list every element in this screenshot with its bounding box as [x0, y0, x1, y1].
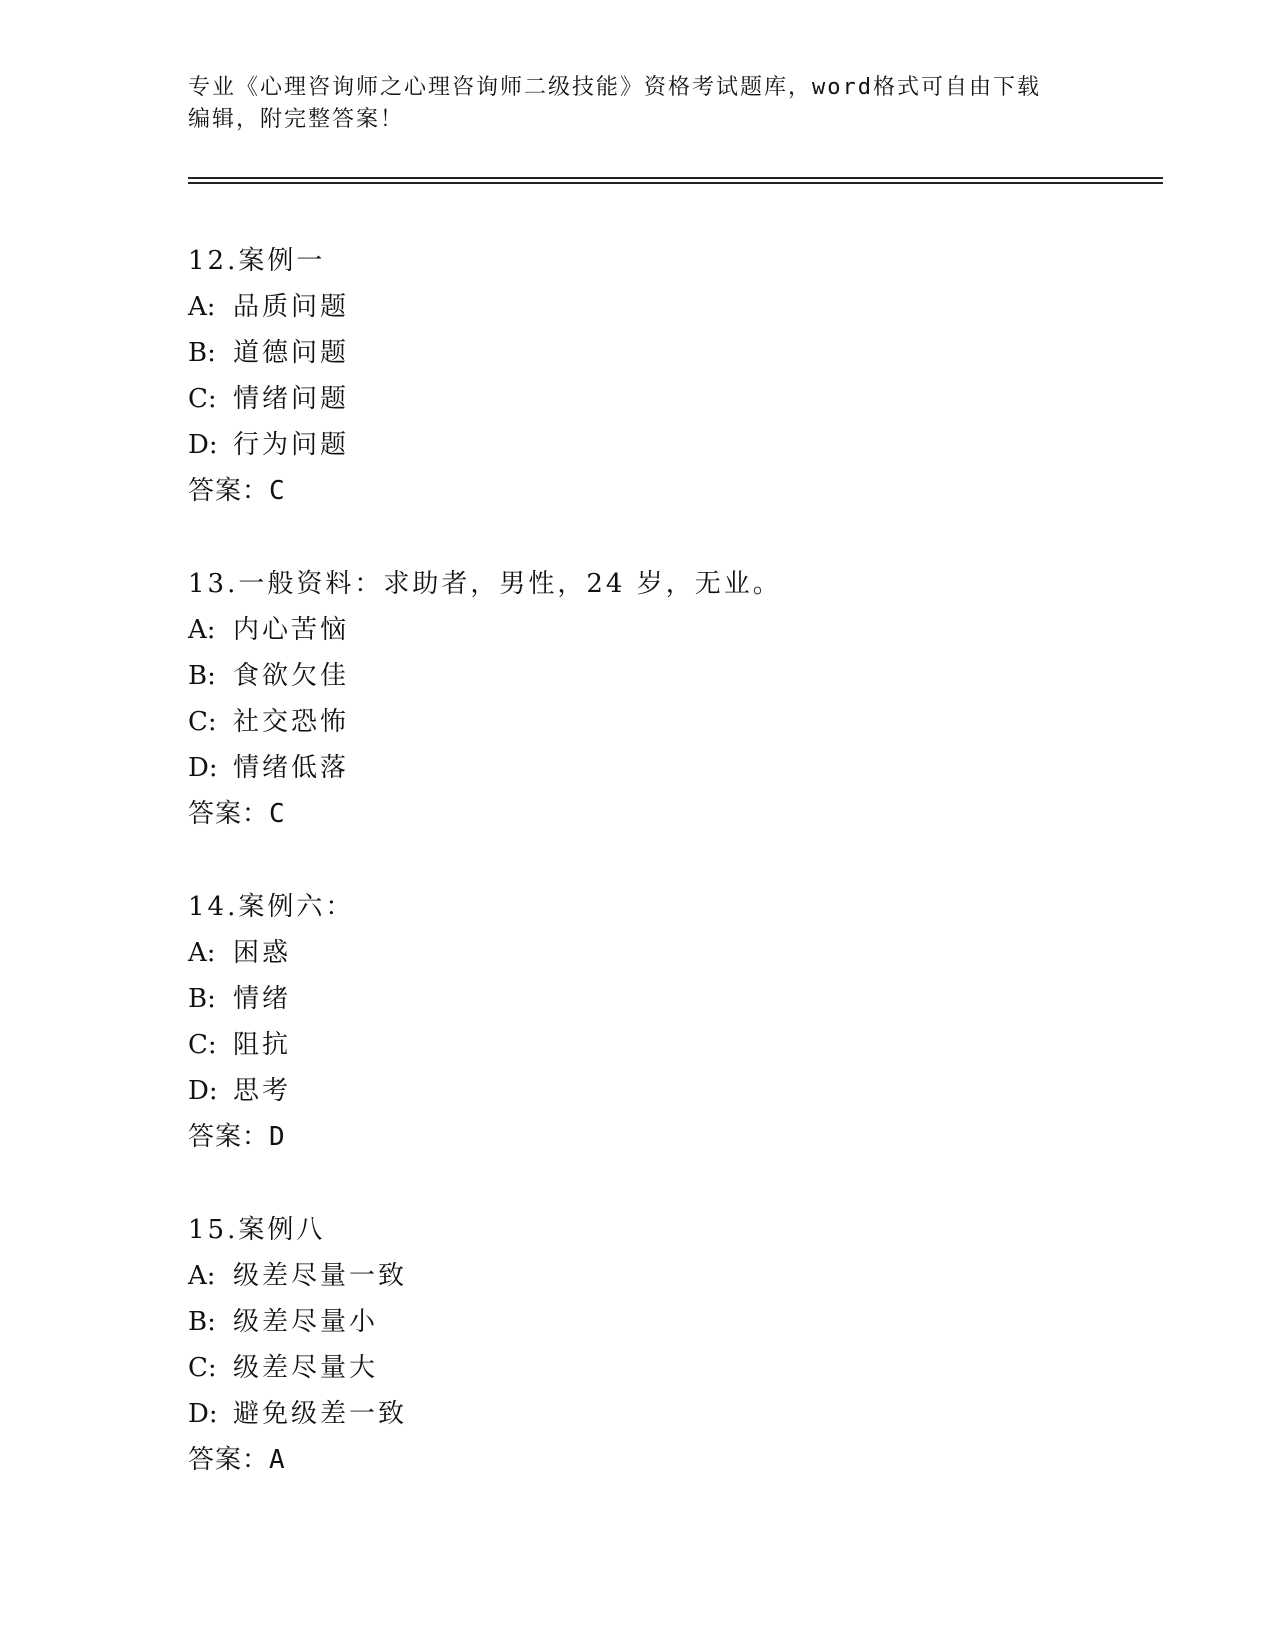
- question-stem: 15.案例八: [188, 1215, 326, 1245]
- option-c: [188, 376, 1088, 422]
- answer-label: 答案：: [188, 476, 270, 506]
- option-text: 困惑: [233, 938, 292, 968]
- option-letter: C:: [188, 1353, 217, 1383]
- answer-value: A: [269, 1445, 286, 1475]
- option-text: 情绪低落: [233, 753, 350, 783]
- option-d: [188, 422, 1088, 468]
- option-text: 阻抗: [233, 1030, 292, 1060]
- option-letter: B:: [188, 984, 216, 1014]
- option-text: 级差尽量大: [233, 1353, 379, 1383]
- option-letter: B:: [188, 661, 216, 691]
- question-stem: 13.一般资料：求助者，男性，24 岁，无业。: [188, 569, 782, 599]
- answer-line: [188, 1114, 1088, 1160]
- option-a: [188, 607, 1088, 653]
- question-12: [188, 238, 1088, 514]
- header-divider-bottom: [188, 182, 1163, 184]
- option-text: 级差尽量小: [233, 1307, 379, 1337]
- option-letter: B:: [188, 338, 216, 368]
- header-text-part-1: 专业《心理咨询师之心理咨询师二级技能》资格考试题库，: [188, 75, 813, 100]
- option-text: 思考: [233, 1076, 292, 1106]
- answer-label: 答案：: [188, 1445, 270, 1475]
- option-b: [188, 976, 1088, 1022]
- header-text-part-2: word: [812, 75, 873, 100]
- option-a: [188, 284, 1088, 330]
- document-header: [188, 72, 1088, 136]
- header-divider-top: [188, 177, 1163, 179]
- option-d: [188, 1391, 1088, 1437]
- option-letter: A:: [188, 292, 216, 322]
- answer-line: [188, 1437, 1088, 1483]
- option-letter: D:: [188, 430, 218, 460]
- option-text: 情绪: [233, 984, 292, 1014]
- option-c: [188, 1345, 1088, 1391]
- option-b: [188, 330, 1088, 376]
- option-letter: A:: [188, 938, 216, 968]
- answer-value: C: [269, 476, 286, 506]
- option-letter: A:: [188, 1261, 216, 1291]
- option-letter: B:: [188, 1307, 216, 1337]
- question-13: [188, 561, 1088, 837]
- option-letter: C:: [188, 1030, 217, 1060]
- option-text: 品质问题: [233, 292, 350, 322]
- question-stem: 14.案例六：: [188, 892, 355, 922]
- option-letter: A:: [188, 615, 216, 645]
- question-stem: 12.案例一: [188, 246, 326, 276]
- option-d: [188, 745, 1088, 791]
- option-letter: D:: [188, 753, 218, 783]
- question-14: [188, 884, 1088, 1160]
- answer-value: C: [269, 799, 286, 829]
- option-c: [188, 699, 1088, 745]
- option-b: [188, 1299, 1088, 1345]
- option-text: 食欲欠佳: [233, 661, 350, 691]
- option-d: [188, 1068, 1088, 1114]
- answer-label: 答案：: [188, 799, 270, 829]
- option-letter: C:: [188, 384, 217, 414]
- answer-label: 答案：: [188, 1122, 270, 1152]
- option-text: 内心苦恼: [233, 615, 350, 645]
- answer-line: [188, 468, 1088, 514]
- option-letter: D:: [188, 1076, 218, 1106]
- option-a: [188, 1253, 1088, 1299]
- answer-value: D: [269, 1122, 286, 1152]
- answer-line: [188, 791, 1088, 837]
- option-text: 级差尽量一致: [233, 1261, 408, 1291]
- option-a: [188, 930, 1088, 976]
- option-text: 避免级差一致: [233, 1399, 408, 1429]
- option-b: [188, 653, 1088, 699]
- option-c: [188, 1022, 1088, 1068]
- option-text: 社交恐怖: [233, 707, 350, 737]
- question-15: [188, 1207, 1088, 1483]
- header-line-1: [188, 72, 1088, 104]
- question-list: [188, 238, 1088, 1530]
- option-text: 情绪问题: [233, 384, 350, 414]
- option-text: 行为问题: [233, 430, 350, 460]
- option-letter: C:: [188, 707, 217, 737]
- option-text: 道德问题: [233, 338, 350, 368]
- header-text-part-3: 格式可自由下载: [873, 75, 1042, 100]
- option-letter: D:: [188, 1399, 218, 1429]
- header-line-2: 编辑，附完整答案！: [188, 107, 405, 132]
